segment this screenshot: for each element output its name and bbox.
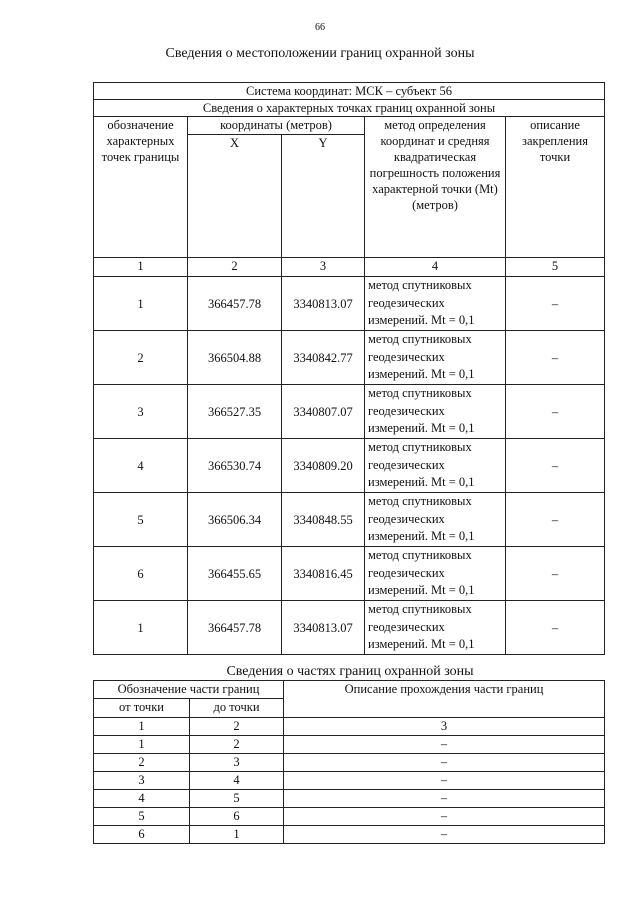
- header-y: Y: [282, 135, 365, 258]
- method: метод спутниковых геодезических измерений. Mt = 0,1: [365, 439, 506, 493]
- section-heading: Сведения о характерных точках границ охранной зоны: [94, 100, 605, 117]
- coord-y: 3340848.55: [282, 493, 365, 547]
- part-description: –: [284, 790, 605, 808]
- column-number: 1: [94, 258, 188, 277]
- description: –: [506, 493, 605, 547]
- parts-title: Сведения о частях границ охранной зоны: [226, 664, 474, 679]
- to-point: 3: [190, 754, 284, 772]
- column-number: 3: [284, 718, 605, 736]
- coord-x: 366457.78: [188, 277, 282, 331]
- table-row: [94, 601, 605, 655]
- header-x: X: [188, 135, 282, 258]
- coord-x: 366506.34: [188, 493, 282, 547]
- part-description: –: [284, 808, 605, 826]
- column-number: 3: [282, 258, 365, 277]
- point-number: 6: [94, 547, 188, 601]
- header-method: метод определения координат и средняя квадратическая погрешность положения характерной точки (Mt) (метров): [365, 117, 506, 258]
- page-number: 66: [315, 22, 325, 33]
- method: метод спутниковых геодезических измерений. Mt = 0,1: [365, 547, 506, 601]
- method: метод спутниковых геодезических измерений. Mt = 0,1: [365, 277, 506, 331]
- header-part-description: Описание прохождения части границ: [284, 681, 605, 718]
- column-numbers-row: [94, 258, 605, 277]
- header-designation: обозначение характерных точек границы: [94, 117, 188, 258]
- from-point: 3: [94, 772, 190, 790]
- part-description: –: [284, 772, 605, 790]
- to-point: 6: [190, 808, 284, 826]
- table-row: [94, 277, 605, 331]
- from-point: 5: [94, 808, 190, 826]
- table-row: [94, 772, 605, 790]
- point-number: 3: [94, 385, 188, 439]
- description: –: [506, 331, 605, 385]
- from-point: 4: [94, 790, 190, 808]
- header-part: Обозначение части границ: [94, 681, 284, 699]
- table-row: [94, 736, 605, 754]
- header-from-point: от точки: [94, 699, 190, 718]
- point-number: 1: [94, 277, 188, 331]
- from-point: 2: [94, 754, 190, 772]
- part-description: –: [284, 754, 605, 772]
- coord-y: 3340809.20: [282, 439, 365, 493]
- description: –: [506, 439, 605, 493]
- column-number: 4: [365, 258, 506, 277]
- method: метод спутниковых геодезических измерений. Mt = 0,1: [365, 385, 506, 439]
- part-description: –: [284, 736, 605, 754]
- table-row: [94, 331, 605, 385]
- column-number: 5: [506, 258, 605, 277]
- coord-y: 3340807.07: [282, 385, 365, 439]
- coord-x: 366527.35: [188, 385, 282, 439]
- coord-x: 366455.65: [188, 547, 282, 601]
- coord-y: 3340816.45: [282, 547, 365, 601]
- point-number: 2: [94, 331, 188, 385]
- table-row: [94, 493, 605, 547]
- coordinate-system: Система координат: МСК – субъект 56: [94, 83, 605, 100]
- points-table: [93, 82, 605, 655]
- table-row: [94, 790, 605, 808]
- description: –: [506, 277, 605, 331]
- table-row: [94, 547, 605, 601]
- header-coordinates: координаты (метров): [188, 117, 365, 135]
- to-point: 5: [190, 790, 284, 808]
- coord-x: 366530.74: [188, 439, 282, 493]
- to-point: 2: [190, 736, 284, 754]
- point-number: 1: [94, 601, 188, 655]
- method: метод спутниковых геодезических измерений. Mt = 0,1: [365, 331, 506, 385]
- from-point: 1: [94, 736, 190, 754]
- coord-y: 3340813.07: [282, 601, 365, 655]
- description: –: [506, 385, 605, 439]
- table-row: [94, 385, 605, 439]
- coord-y: 3340813.07: [282, 277, 365, 331]
- point-number: 4: [94, 439, 188, 493]
- table-row: [94, 754, 605, 772]
- coord-x: 366457.78: [188, 601, 282, 655]
- to-point: 4: [190, 772, 284, 790]
- method: метод спутниковых геодезических измерений. Mt = 0,1: [365, 493, 506, 547]
- table-row: [94, 826, 605, 844]
- table-row: [94, 808, 605, 826]
- column-numbers-row: [94, 718, 605, 736]
- method: метод спутниковых геодезических измерений. Mt = 0,1: [365, 601, 506, 655]
- header-to-point: до точки: [190, 699, 284, 718]
- coord-y: 3340842.77: [282, 331, 365, 385]
- parts-table: [93, 680, 605, 844]
- page-title: Сведения о местоположении границ охранной зоны: [165, 46, 475, 61]
- column-number: 2: [188, 258, 282, 277]
- header-description: описание закрепления точки: [506, 117, 605, 258]
- column-number: 1: [94, 718, 190, 736]
- part-description: –: [284, 826, 605, 844]
- table-row: [94, 439, 605, 493]
- coord-x: 366504.88: [188, 331, 282, 385]
- from-point: 6: [94, 826, 190, 844]
- to-point: 1: [190, 826, 284, 844]
- description: –: [506, 547, 605, 601]
- description: –: [506, 601, 605, 655]
- column-number: 2: [190, 718, 284, 736]
- point-number: 5: [94, 493, 188, 547]
